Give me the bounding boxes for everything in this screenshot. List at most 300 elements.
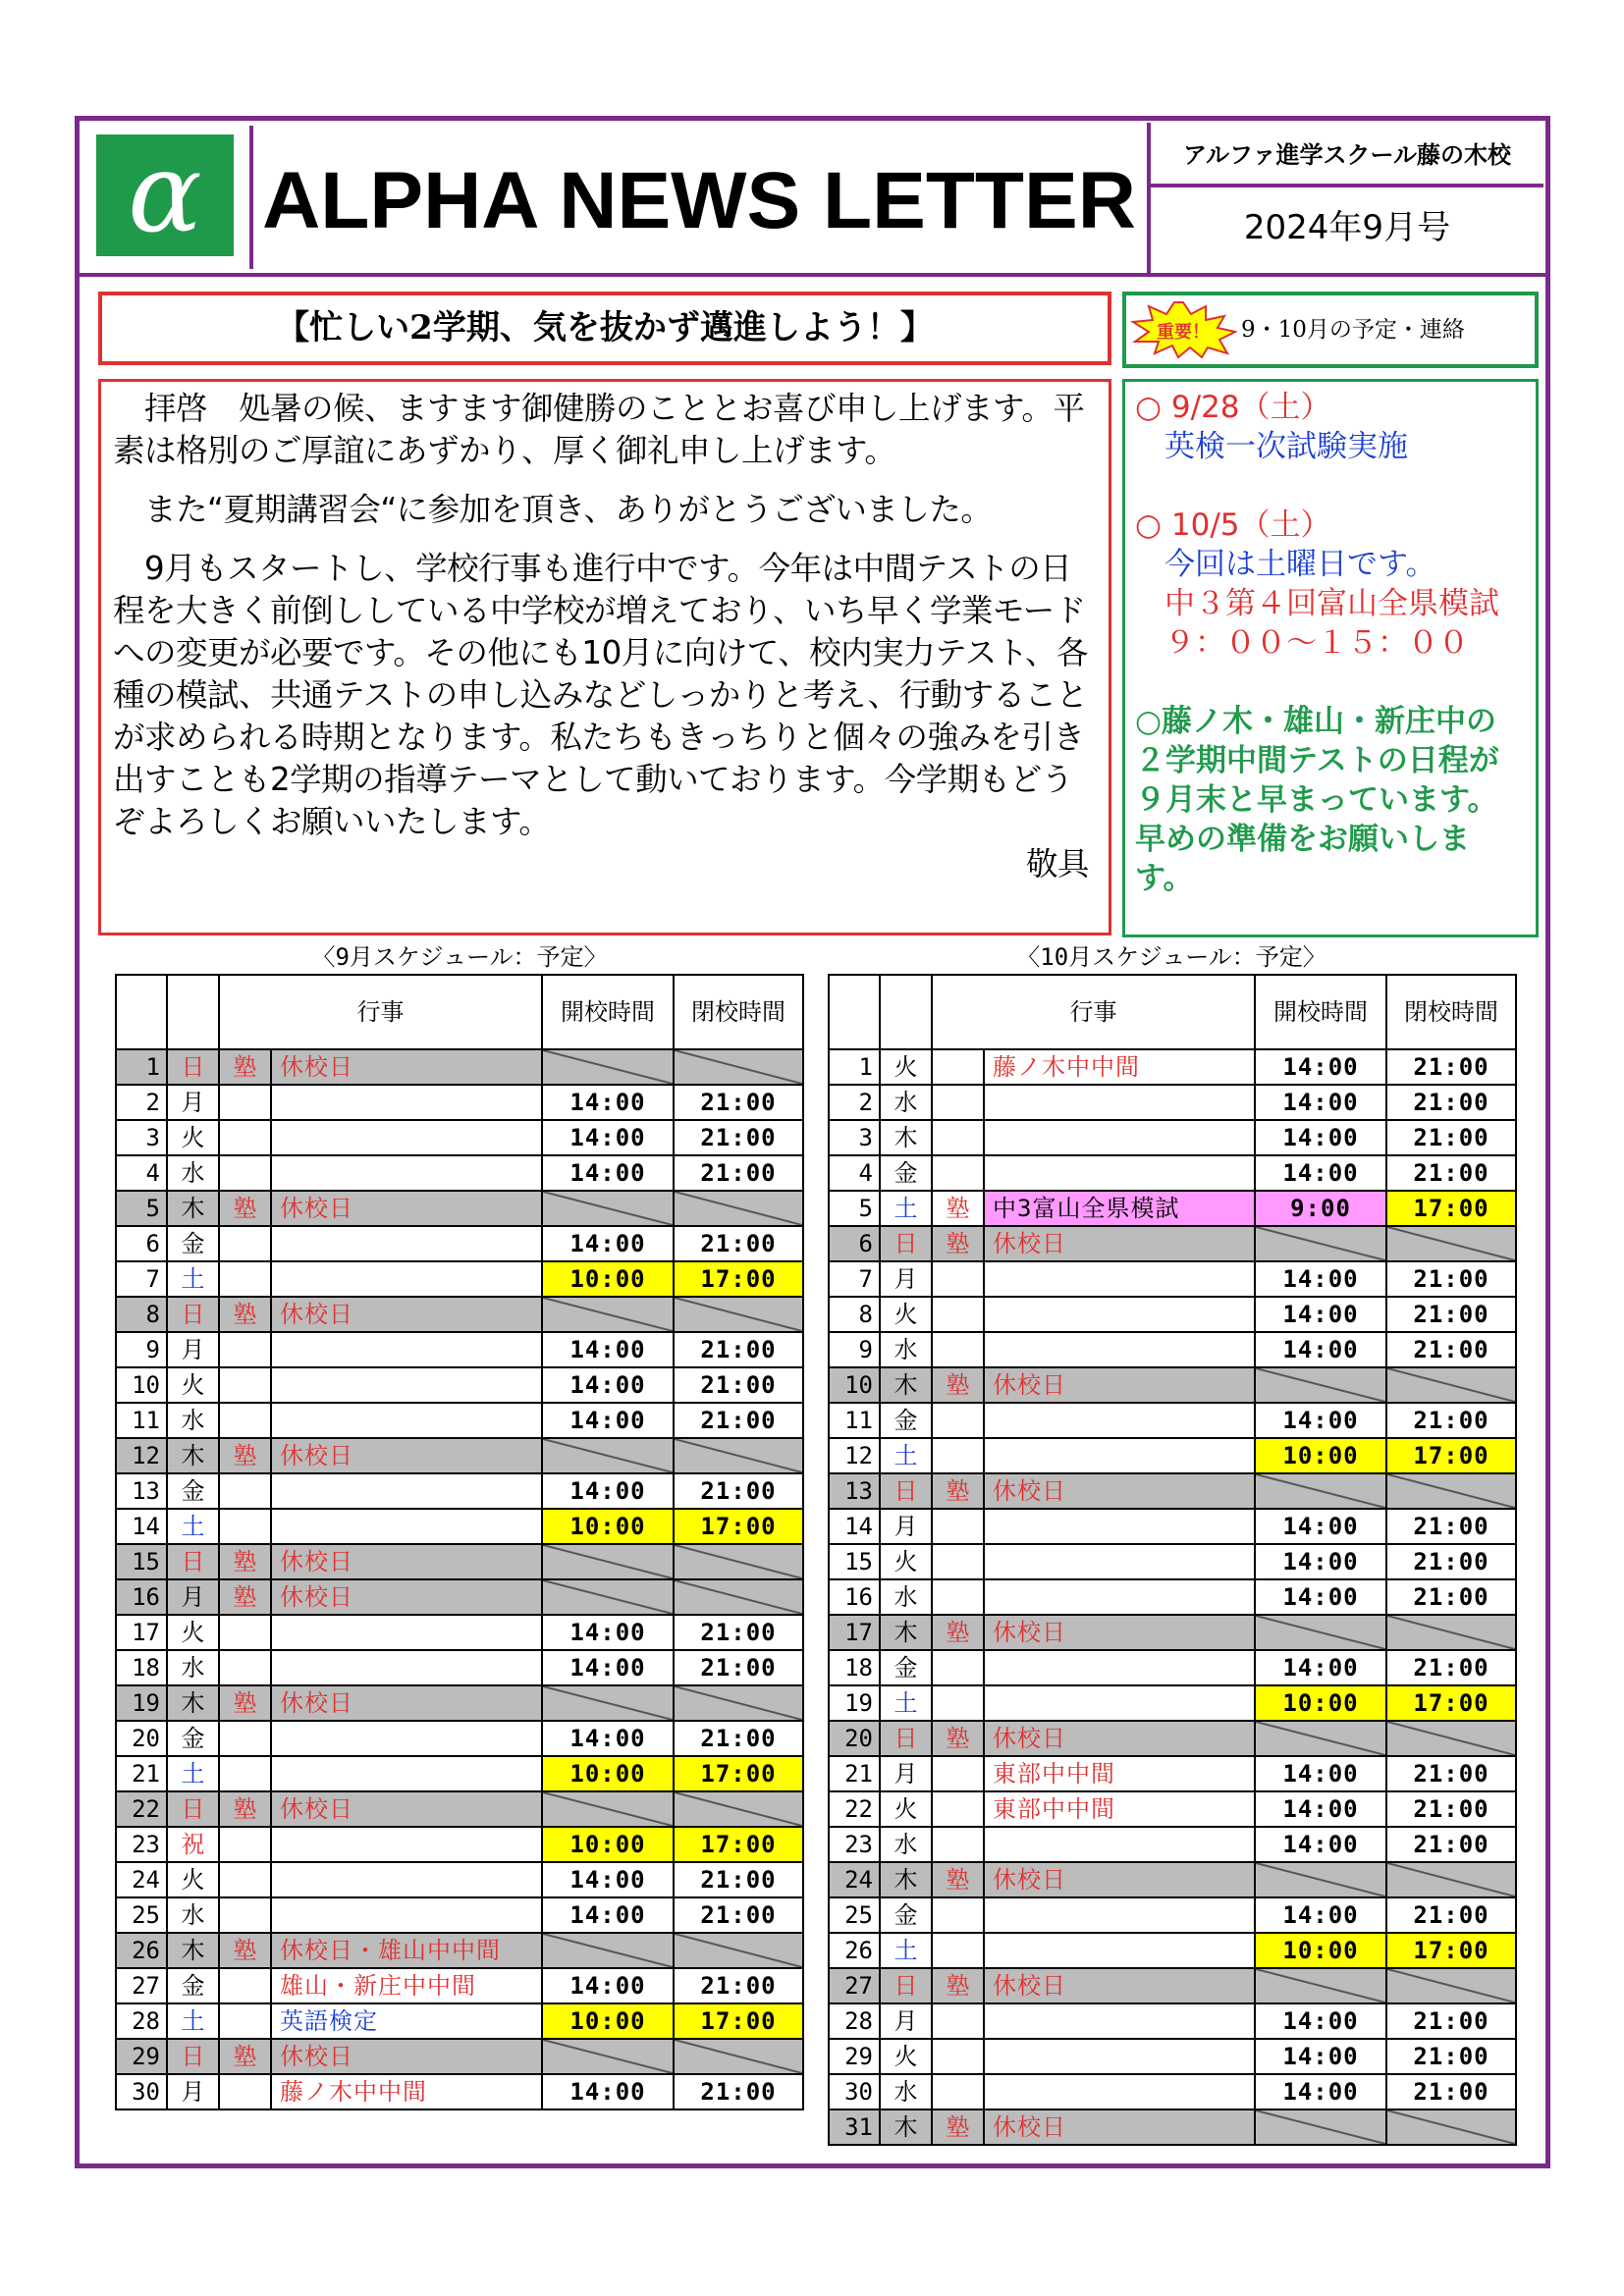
day-number: 27 — [829, 1968, 880, 2003]
schedule-row — [116, 1155, 803, 1191]
day-number: 15 — [116, 1544, 167, 1579]
weekday: 火 — [880, 2039, 932, 2074]
weekday: 木 — [880, 1862, 932, 1897]
close-time: 21:00 — [674, 1403, 803, 1438]
event — [271, 1756, 542, 1791]
weekday: 木 — [167, 1933, 219, 1968]
issue-date: 2024年9月号 — [1243, 208, 1451, 247]
open-time: 10:00 — [542, 1756, 674, 1791]
juku-marker: 塾 — [219, 1544, 271, 1579]
juku-marker: 塾 — [932, 1367, 984, 1403]
weekday: 土 — [880, 1438, 932, 1473]
event: 休校日 — [984, 1473, 1255, 1509]
day-number: 6 — [116, 1226, 167, 1261]
day-number: 20 — [116, 1721, 167, 1756]
note-text: 今回は土曜日です。 — [1164, 547, 1436, 582]
schedule-row — [116, 1650, 803, 1685]
weekday: 金 — [880, 1403, 932, 1438]
close-time — [674, 1297, 803, 1332]
close-time: 21:00 — [674, 1120, 803, 1155]
event: 東部中中間 — [984, 1791, 1255, 1827]
open-time: 14:00 — [542, 1721, 674, 1756]
open-time: 14:00 — [542, 1615, 674, 1650]
day-number: 29 — [829, 2039, 880, 2074]
day-number: 19 — [116, 1685, 167, 1721]
juku-marker — [932, 1650, 984, 1685]
event: 休校日 — [271, 1438, 542, 1473]
weekday: 木 — [880, 1367, 932, 1403]
event: 休校日 — [271, 1579, 542, 1615]
event — [984, 2003, 1255, 2039]
event: 休校日 — [984, 1226, 1255, 1261]
open-time: 14:00 — [542, 1367, 674, 1403]
close-time: 21:00 — [674, 1226, 803, 1261]
day-number: 26 — [829, 1933, 880, 1968]
important-title: 9・10月の予定・連絡 — [1241, 317, 1465, 343]
weekday: 金 — [167, 1226, 219, 1261]
day-number: 10 — [829, 1367, 880, 1403]
day-number: 6 — [829, 1226, 880, 1261]
juku-marker — [932, 2039, 984, 2074]
day-number: 28 — [829, 2003, 880, 2039]
schedule-row — [116, 1438, 803, 1473]
day-number: 25 — [116, 1897, 167, 1933]
event: 東部中中間 — [984, 1756, 1255, 1791]
day-number: 24 — [829, 1862, 880, 1897]
event: 休校日 — [271, 1191, 542, 1226]
open-time: 9:00 — [1255, 1191, 1386, 1226]
close-time: 21:00 — [674, 1862, 803, 1897]
open-time — [1255, 1721, 1386, 1756]
schedule-row — [829, 1968, 1516, 2003]
event — [271, 1897, 542, 1933]
open-time: 10:00 — [542, 1261, 674, 1297]
day-number: 5 — [829, 1191, 880, 1226]
juku-marker — [932, 1085, 984, 1120]
weekday: 水 — [167, 1650, 219, 1685]
schedule-row — [829, 1473, 1516, 1509]
open-time: 14:00 — [542, 1968, 674, 2003]
day-number: 2 — [116, 1085, 167, 1120]
juku-marker: 塾 — [219, 2039, 271, 2074]
day-number: 24 — [116, 1862, 167, 1897]
juku-marker — [219, 1862, 271, 1897]
open-time — [542, 1933, 674, 1968]
close-time: 21:00 — [1386, 1897, 1516, 1933]
event — [984, 1897, 1255, 1933]
open-time: 14:00 — [1255, 1155, 1386, 1191]
close-time: 21:00 — [674, 1615, 803, 1650]
schedule-row — [829, 1756, 1516, 1791]
open-time: 14:00 — [1255, 1897, 1386, 1933]
open-time: 10:00 — [542, 1827, 674, 1862]
close-time: 21:00 — [1386, 2074, 1516, 2109]
note-date: ○ 10/5（土） — [1135, 507, 1331, 543]
close-time: 17:00 — [1386, 1933, 1516, 1968]
juku-marker — [219, 1721, 271, 1756]
close-time: 21:00 — [1386, 1579, 1516, 1615]
event — [271, 1509, 542, 1544]
schedule-row — [829, 1191, 1516, 1226]
open-time: 14:00 — [542, 2074, 674, 2109]
schedule-row — [116, 1367, 803, 1403]
weekday: 月 — [880, 2003, 932, 2039]
weekday: 金 — [880, 1650, 932, 1685]
weekday: 月 — [167, 1085, 219, 1120]
day-number: 27 — [116, 1968, 167, 2003]
schedule-row — [116, 1791, 803, 1827]
schedule-row — [829, 2109, 1516, 2145]
weekday: 火 — [880, 1544, 932, 1579]
day-number: 10 — [116, 1367, 167, 1403]
close-time — [1386, 1473, 1516, 1509]
close-time — [674, 1791, 803, 1827]
day-number: 16 — [116, 1579, 167, 1615]
schedule-row — [116, 1297, 803, 1332]
day-number: 22 — [116, 1791, 167, 1827]
day-number: 22 — [829, 1791, 880, 1827]
day-number: 19 — [829, 1685, 880, 1721]
schedule-row — [116, 1827, 803, 1862]
schedule-row — [116, 1862, 803, 1897]
day-number: 18 — [829, 1650, 880, 1685]
event — [984, 1685, 1255, 1721]
weekday: 月 — [167, 1579, 219, 1615]
weekday: 月 — [167, 2074, 219, 2109]
notes-box — [1122, 379, 1539, 937]
schedule-row — [116, 2074, 803, 2109]
open-time — [542, 1049, 674, 1085]
day-number: 17 — [829, 1615, 880, 1650]
close-time — [674, 2039, 803, 2074]
juku-marker — [219, 1367, 271, 1403]
juku-marker — [932, 1261, 984, 1297]
schedule-row — [829, 1226, 1516, 1261]
juku-marker — [932, 1297, 984, 1332]
close-time: 21:00 — [1386, 2039, 1516, 2074]
day-number: 8 — [116, 1297, 167, 1332]
schedule-row — [829, 1544, 1516, 1579]
day-number: 18 — [116, 1650, 167, 1685]
event — [984, 1297, 1255, 1332]
day-number: 26 — [116, 1933, 167, 1968]
juku-marker: 塾 — [932, 1968, 984, 2003]
schedule-row — [829, 2003, 1516, 2039]
juku-marker — [219, 2074, 271, 2109]
juku-marker: 塾 — [932, 1615, 984, 1650]
juku-marker — [932, 1403, 984, 1438]
event: 休校日 — [271, 2039, 542, 2074]
juku-marker — [932, 1438, 984, 1473]
event — [271, 1155, 542, 1191]
event — [984, 1155, 1255, 1191]
open-time — [542, 1579, 674, 1615]
weekday: 木 — [880, 1615, 932, 1650]
weekday: 月 — [880, 1509, 932, 1544]
open-time: 14:00 — [1255, 1791, 1386, 1827]
alpha-logo: α — [96, 134, 234, 256]
weekday: 水 — [880, 2074, 932, 2109]
open-time: 14:00 — [1255, 1297, 1386, 1332]
close-time: 21:00 — [1386, 1332, 1516, 1367]
weekday: 月 — [880, 1756, 932, 1791]
weekday: 水 — [167, 1403, 219, 1438]
schedule-row — [116, 1756, 803, 1791]
day-number: 23 — [116, 1827, 167, 1862]
day-number: 11 — [116, 1403, 167, 1438]
schedule-row — [829, 1367, 1516, 1403]
event — [984, 2039, 1255, 2074]
schedule-row — [829, 1403, 1516, 1438]
open-time — [1255, 2109, 1386, 2145]
close-time: 17:00 — [674, 2003, 803, 2039]
day-number: 7 — [116, 1261, 167, 1297]
note-text: 英検一次試験実施 — [1164, 429, 1408, 464]
close-time: 17:00 — [674, 1756, 803, 1791]
juku-marker — [219, 1615, 271, 1650]
schedule-row — [116, 1191, 803, 1226]
close-time: 21:00 — [1386, 1155, 1516, 1191]
event — [271, 1332, 542, 1367]
weekday: 金 — [167, 1968, 219, 2003]
event — [271, 1403, 542, 1438]
close-time — [1386, 1721, 1516, 1756]
schedule-row — [829, 1721, 1516, 1756]
weekday: 水 — [880, 1332, 932, 1367]
juku-marker — [932, 2003, 984, 2039]
open-time: 14:00 — [1255, 1544, 1386, 1579]
open-time: 14:00 — [1255, 1509, 1386, 1544]
schedule-row — [829, 1791, 1516, 1827]
weekday: 月 — [167, 1332, 219, 1367]
event — [271, 1367, 542, 1403]
weekday: 土 — [880, 1933, 932, 1968]
event — [271, 1615, 542, 1650]
schedule-row — [829, 1615, 1516, 1650]
weekday: 日 — [167, 1049, 219, 1085]
schedule-row — [829, 1827, 1516, 1862]
weekday: 火 — [167, 1615, 219, 1650]
day-number: 12 — [116, 1438, 167, 1473]
day-number: 13 — [116, 1473, 167, 1509]
schedule-row — [116, 1332, 803, 1367]
open-time: 10:00 — [1255, 1438, 1386, 1473]
schedule-row — [829, 1120, 1516, 1155]
juku-marker: 塾 — [219, 1297, 271, 1332]
open-time — [542, 1191, 674, 1226]
letter-paragraph: 9月もスタートし、学校行事も進行中です。今年は中間テストの日程を大きく前倒ししている中学校が増えており、いち早く学業モードへの変更が必要です。その他にも10月に向けて、校内実力テスト、各種の模試、共通テストの申し込みなどしっかりと考え、行動することが求められる時期となります。私たちもきっちりと個々の強みを引き出すことも2学期の指導テーマとして動いております。今学期もどうぞよろしくお願いいたします。 — [113, 550, 1088, 840]
weekday: 日 — [880, 1968, 932, 2003]
open-time — [1255, 1968, 1386, 2003]
juku-marker — [219, 1155, 271, 1191]
schedule-row — [829, 1155, 1516, 1191]
weekday: 水 — [880, 1827, 932, 1862]
schedule-row — [116, 1120, 803, 1155]
close-time: 21:00 — [1386, 1297, 1516, 1332]
open-time: 14:00 — [542, 1862, 674, 1897]
schedule-row — [116, 2039, 803, 2074]
event: 休校日 — [271, 1685, 542, 1721]
weekday: 水 — [167, 1897, 219, 1933]
juku-marker — [219, 1827, 271, 1862]
juku-marker — [932, 1933, 984, 1968]
open-time — [1255, 1226, 1386, 1261]
close-time: 21:00 — [1386, 1120, 1516, 1155]
open-time: 14:00 — [1255, 1827, 1386, 1862]
juku-marker — [932, 1897, 984, 1933]
open-time: 14:00 — [542, 1155, 674, 1191]
schedule-row — [829, 1509, 1516, 1544]
event — [984, 1650, 1255, 1685]
weekday: 水 — [167, 1155, 219, 1191]
day-number: 21 — [116, 1756, 167, 1791]
day-number: 16 — [829, 1579, 880, 1615]
open-time: 14:00 — [1255, 1579, 1386, 1615]
close-time — [1386, 1367, 1516, 1403]
col-weekday — [167, 975, 219, 1049]
close-time — [674, 1579, 803, 1615]
event: 休校日 — [271, 1791, 542, 1827]
juku-marker: 塾 — [219, 1685, 271, 1721]
col-event: 行事 — [219, 975, 542, 1049]
schedule-row — [116, 2003, 803, 2039]
close-time: 21:00 — [674, 1155, 803, 1191]
schedule-row — [116, 1261, 803, 1297]
juku-marker — [932, 1756, 984, 1791]
col-close: 閉校時間 — [674, 975, 803, 1049]
schedule-row — [829, 1897, 1516, 1933]
schedule-row — [829, 1049, 1516, 1085]
event: 休校日 — [984, 1968, 1255, 2003]
weekday: 金 — [167, 1721, 219, 1756]
event: 休校日 — [271, 1544, 542, 1579]
col-open: 開校時間 — [542, 975, 674, 1049]
weekday: 火 — [880, 1297, 932, 1332]
weekday: 木 — [167, 1685, 219, 1721]
weekday: 祝 — [167, 1827, 219, 1862]
open-time — [1255, 1615, 1386, 1650]
important-badge: 重要！ — [1157, 322, 1210, 343]
letter-paragraph: 拝啓 処暑の候、ますます御健勝のこととお喜び申し上げます。平素は格別のご厚誼にあずかり、厚く御礼申し上げます。 — [113, 390, 1085, 469]
close-time: 17:00 — [674, 1261, 803, 1297]
weekday: 土 — [880, 1191, 932, 1226]
weekday: 木 — [880, 1120, 932, 1155]
schedule-row — [829, 2039, 1516, 2074]
day-number: 4 — [116, 1155, 167, 1191]
schedule-row — [116, 1933, 803, 1968]
day-number: 1 — [116, 1049, 167, 1085]
event: 休校日・雄山中中間 — [271, 1933, 542, 1968]
weekday: 木 — [880, 2109, 932, 2145]
day-number: 30 — [116, 2074, 167, 2109]
event — [984, 1933, 1255, 1968]
schedule-row — [116, 1721, 803, 1756]
event — [271, 1261, 542, 1297]
close-time: 21:00 — [674, 1085, 803, 1120]
col-date — [829, 975, 880, 1049]
schedule-row — [829, 1685, 1516, 1721]
juku-marker — [932, 1791, 984, 1827]
event: 休校日 — [271, 1049, 542, 1085]
letter-paragraph: また“夏期講習会“に参加を頂き、ありがとうございました。 — [113, 491, 993, 528]
col-weekday — [880, 975, 932, 1049]
juku-marker: 塾 — [219, 1049, 271, 1085]
open-time: 14:00 — [542, 1226, 674, 1261]
close-time — [1386, 1862, 1516, 1897]
close-time: 21:00 — [674, 1473, 803, 1509]
day-number: 25 — [829, 1897, 880, 1933]
close-time: 17:00 — [674, 1509, 803, 1544]
day-number: 4 — [829, 1155, 880, 1191]
open-time — [1255, 1862, 1386, 1897]
day-number: 13 — [829, 1473, 880, 1509]
open-time: 14:00 — [1255, 1049, 1386, 1085]
weekday: 日 — [880, 1721, 932, 1756]
open-time — [542, 2039, 674, 2074]
event: 藤ノ木中中間 — [984, 1049, 1255, 1085]
day-number: 8 — [829, 1297, 880, 1332]
day-number: 3 — [116, 1120, 167, 1155]
juku-marker: 塾 — [932, 1473, 984, 1509]
event — [271, 1120, 542, 1155]
juku-marker: 塾 — [932, 1721, 984, 1756]
day-number: 9 — [829, 1332, 880, 1367]
juku-marker: 塾 — [219, 1191, 271, 1226]
close-time: 17:00 — [1386, 1438, 1516, 1473]
day-number: 23 — [829, 1827, 880, 1862]
weekday: 火 — [167, 1862, 219, 1897]
day-number: 31 — [829, 2109, 880, 2145]
event: 英語検定 — [271, 2003, 542, 2039]
close-time — [1386, 1968, 1516, 2003]
weekday: 日 — [167, 1791, 219, 1827]
close-time — [674, 1049, 803, 1085]
weekday: 月 — [880, 1261, 932, 1297]
weekday: 日 — [167, 2039, 219, 2074]
weekday: 水 — [880, 1579, 932, 1615]
close-time: 17:00 — [1386, 1685, 1516, 1721]
day-number: 9 — [116, 1332, 167, 1367]
weekday: 金 — [167, 1473, 219, 1509]
school-name: アルファ進学スクール藤の木校 — [1182, 141, 1512, 169]
open-time — [542, 1791, 674, 1827]
open-time — [542, 1685, 674, 1721]
schedule-row — [829, 1297, 1516, 1332]
open-time: 14:00 — [1255, 2039, 1386, 2074]
juku-marker — [932, 2074, 984, 2109]
weekday: 木 — [167, 1438, 219, 1473]
event — [984, 1261, 1255, 1297]
close-time — [1386, 2109, 1516, 2145]
close-time: 21:00 — [1386, 1650, 1516, 1685]
schedule-row — [116, 1226, 803, 1261]
juku-marker — [932, 1579, 984, 1615]
close-time: 21:00 — [1386, 1544, 1516, 1579]
juku-marker: 塾 — [219, 1438, 271, 1473]
weekday: 土 — [880, 1685, 932, 1721]
day-number: 15 — [829, 1544, 880, 1579]
open-time: 14:00 — [542, 1473, 674, 1509]
open-time: 10:00 — [542, 2003, 674, 2039]
open-time — [542, 1438, 674, 1473]
close-time: 21:00 — [1386, 1085, 1516, 1120]
open-time: 14:00 — [1255, 2074, 1386, 2109]
note-text: ○藤ノ木・雄山・新庄中の２学期中間テストの日程が ９月末と早まっています。早めの準備をお願いします。 — [1135, 704, 1499, 896]
close-time — [674, 1438, 803, 1473]
juku-marker — [932, 1049, 984, 1085]
note-text: 中３第４回富山全県模試 — [1164, 586, 1499, 621]
close-time: 21:00 — [674, 2074, 803, 2109]
